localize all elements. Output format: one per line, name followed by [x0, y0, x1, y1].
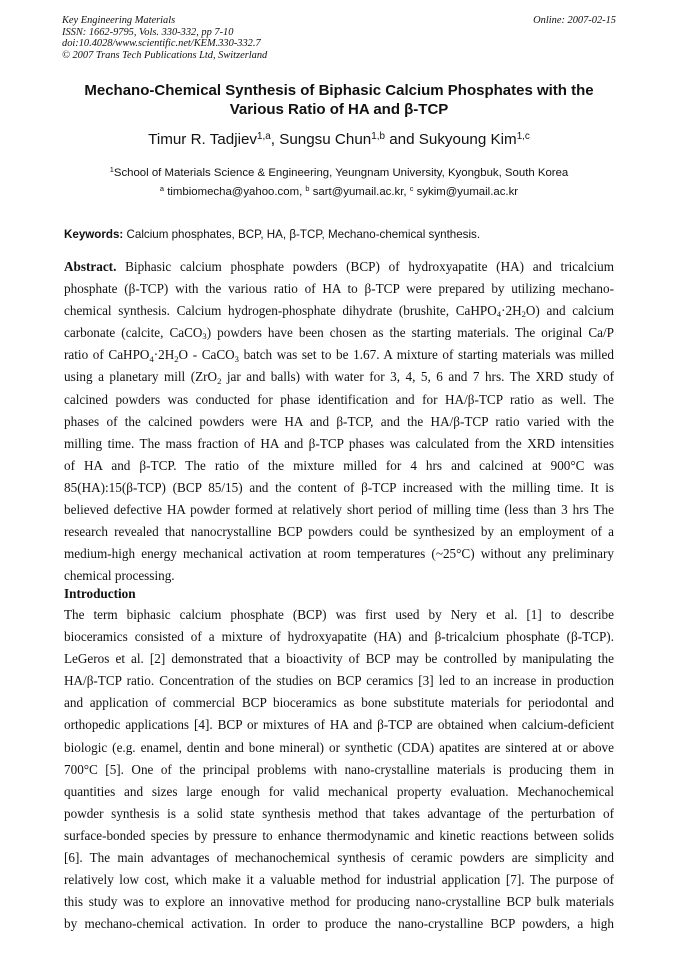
- intro-line: LeGeros et al. [2] demonstrated that a bioactivity of BCP may be controlled by manipulating the: [64, 651, 614, 667]
- affiliation: [40, 164, 638, 183]
- email-mark: b: [305, 184, 310, 194]
- paper-title: [50, 81, 628, 119]
- abstract-line: [64, 256, 614, 278]
- abstract-line: [64, 366, 614, 388]
- keywords-label: Keywords:: [64, 228, 124, 241]
- intro-line: biologic (e.g. enamel, dentin and bone mineral) or synthetic (CDA) apatites are sintered at or above: [64, 739, 614, 755]
- abstract-text: ·2H: [501, 303, 522, 319]
- abstract-text: jar and balls) with water for 3, 4, 5, 6 and 7 hrs. The XRD study of: [221, 369, 614, 385]
- abstract-line: research revealed that nanocrystalline BCP powders could be synthesized by an employment of a: [64, 524, 614, 540]
- subscript: 2: [174, 353, 179, 364]
- abstract-label: Abstract.: [64, 259, 117, 274]
- subscript: 4: [149, 353, 154, 364]
- journal-name: Key Engineering Materials: [62, 15, 176, 26]
- author-affil-mark: 1,b: [371, 131, 385, 143]
- author-affil-mark: 1,a: [257, 131, 271, 143]
- abstract-text: carbonate (calcite, CaCO: [64, 325, 203, 341]
- issn-line: ISSN: 1662-9795, Vols. 330-332, pp 7-10: [62, 26, 234, 38]
- abstract-line: chemical processing.: [64, 568, 175, 584]
- title-line-2: Various Ratio of HA and β-TCP: [229, 101, 449, 118]
- abstract-line: calcined powders was conducted for phase identification and for HA/β-TCP ratio as well. The: [64, 391, 614, 407]
- abstract-text: using a planetary mill (ZrO: [64, 369, 218, 385]
- intro-line: orthopedic applications [4]. BCP or mixtures of HA and β-TCP are obtained when calcium-deficient: [64, 717, 614, 733]
- author-name: Sukyoung Kim: [418, 131, 517, 148]
- subscript: 2: [521, 309, 526, 320]
- abstract-line: [64, 344, 614, 366]
- abstract-line: [64, 300, 614, 322]
- abstract-text: ·2H: [153, 347, 175, 363]
- copyright-line: © 2007 Trans Tech Publications Ltd, Switzerland: [62, 49, 268, 61]
- intro-line: relatively low cost, which make it a valuable method for industrial application [7]. The purpose of: [64, 872, 614, 888]
- abstract-text: batch was set to be 1.67. A mixture of starting materials was milled: [238, 347, 614, 363]
- email-address: sykim@yumail.ac.kr: [416, 186, 519, 198]
- abstract: [64, 256, 614, 587]
- subscript: 3: [234, 353, 239, 364]
- author-name: Sungsu Chun: [279, 131, 372, 148]
- abstract-line: phosphate (β-TCP) with the various ratio of HA to β-TCP were prepared by utilizing mechano-: [64, 281, 614, 297]
- email-mark: a: [159, 184, 165, 194]
- abstract-line: believed defective HA powder formed at relatively short period of milling time (less than 3 hrs The: [64, 502, 614, 518]
- intro-line: The term biphasic calcium phosphate (BCP) was first used by Nery et al. [1] to describe: [64, 607, 614, 622]
- intro-line: and application of commercial BCP bioceramics as bone substitute materials for periodontal and: [64, 695, 614, 711]
- abstract-line: milling time. The mass fraction of HA and β-TCP phases was calculated from the XRD intensities: [64, 435, 614, 451]
- abstract-text: ratio of CaHPO: [64, 347, 150, 363]
- email-mark: c: [409, 184, 414, 194]
- introduction-heading: Introduction: [64, 586, 136, 601]
- subscript: 3: [202, 331, 207, 342]
- subscript: 4: [496, 309, 502, 320]
- abstract-text: O) and calcium: [525, 303, 614, 319]
- intro-line: this study was to explore an innovative method for producing nano-crystalline BCP bulk materials: [64, 894, 614, 910]
- affiliation-text: School of Materials Science & Engineering, Yeungnam University, Kyongbuk, South Korea: [113, 167, 569, 179]
- abstract-line: [64, 322, 614, 344]
- abstract-line: 85(HA):15(β-TCP) (BCP 85/15) and the content of β-TCP increased with the milling time. It is: [64, 479, 614, 495]
- author-name: Timur R. Tadjiev: [148, 131, 257, 148]
- intro-line: by mechano-chemical activation. In order to produce the nano-crystalline BCP powders, a high: [64, 916, 614, 932]
- email-address: timbiomecha@yahoo.com,: [167, 186, 303, 198]
- doi-line: doi:10.4028/www.scientific.net/KEM.330-332.7: [62, 38, 261, 50]
- intro-line: HA/β-TCP ratio. Concentration of the studies on BCP ceramics [3] led to an increase in production: [64, 673, 614, 689]
- abstract-text: chemical synthesis. Calcium hydrogen-phosphate dihydrate (brushite, CaHPO: [64, 303, 497, 319]
- author-list: [40, 130, 638, 152]
- author-emails: [40, 183, 638, 202]
- affiliation-mark: 1: [109, 165, 114, 175]
- intro-line: 700°C [5]. One of the principal problems with nano-crystalline materials is producing them in: [64, 761, 614, 777]
- email-address: sart@yumail.ac.kr,: [312, 186, 407, 198]
- title-line-1: Mechano-Chemical Synthesis of Biphasic Calcium Phosphates with the: [84, 82, 594, 99]
- intro-line: powder synthesis is a solid state synthesis method that takes advantage of the perturbation of: [64, 805, 614, 821]
- abstract-line: of HA and β-TCP. The ratio of the mixture milled for 4 hrs and calcined at 900°C was: [64, 457, 614, 473]
- intro-line: quantities and sizes large enough for valid mechanical property evaluation. Mechanochemical: [64, 783, 614, 799]
- abstract-text: ) powders have been chosen as the starting materials. The original Ca/P: [206, 325, 614, 341]
- keywords: [64, 225, 618, 245]
- subscript: 2: [217, 375, 222, 386]
- introduction-body: [64, 604, 614, 935]
- intro-line: surface-bonded species by pressure to enhance thermodynamic and kinetic reactions between solids: [64, 827, 614, 843]
- intro-line: bioceramics consisted of a mixture of hydroxyapatite (HA) and β-tricalcium phosphate (β-TCP).: [64, 629, 614, 645]
- keywords-text: Calcium phosphates, BCP, HA, β-TCP, Mechano-chemical synthesis.: [126, 228, 481, 241]
- online-date: Online: 2007-02-15: [533, 15, 616, 26]
- abstract-line: phases of the calcined powders were HA and β-TCP, and the HA/β-TCP ratio varied with the: [64, 413, 614, 429]
- abstract-text: Biphasic calcium phosphate powders (BCP) of hydroxyapatite (HA) and tricalcium: [125, 259, 614, 274]
- author-affil-mark: 1,c: [516, 131, 530, 143]
- author-separator: and: [384, 131, 419, 148]
- abstract-line: medium-high energy mechanical activation at room temperatures (~25°C) without any preliminary: [64, 546, 614, 562]
- journal-header: [62, 15, 616, 61]
- abstract-text: O - CaCO: [178, 347, 235, 363]
- intro-line: [6]. The main advantages of mechanochemical synthesis of ceramic powders are simplicity and: [64, 850, 614, 866]
- author-separator: ,: [270, 131, 280, 148]
